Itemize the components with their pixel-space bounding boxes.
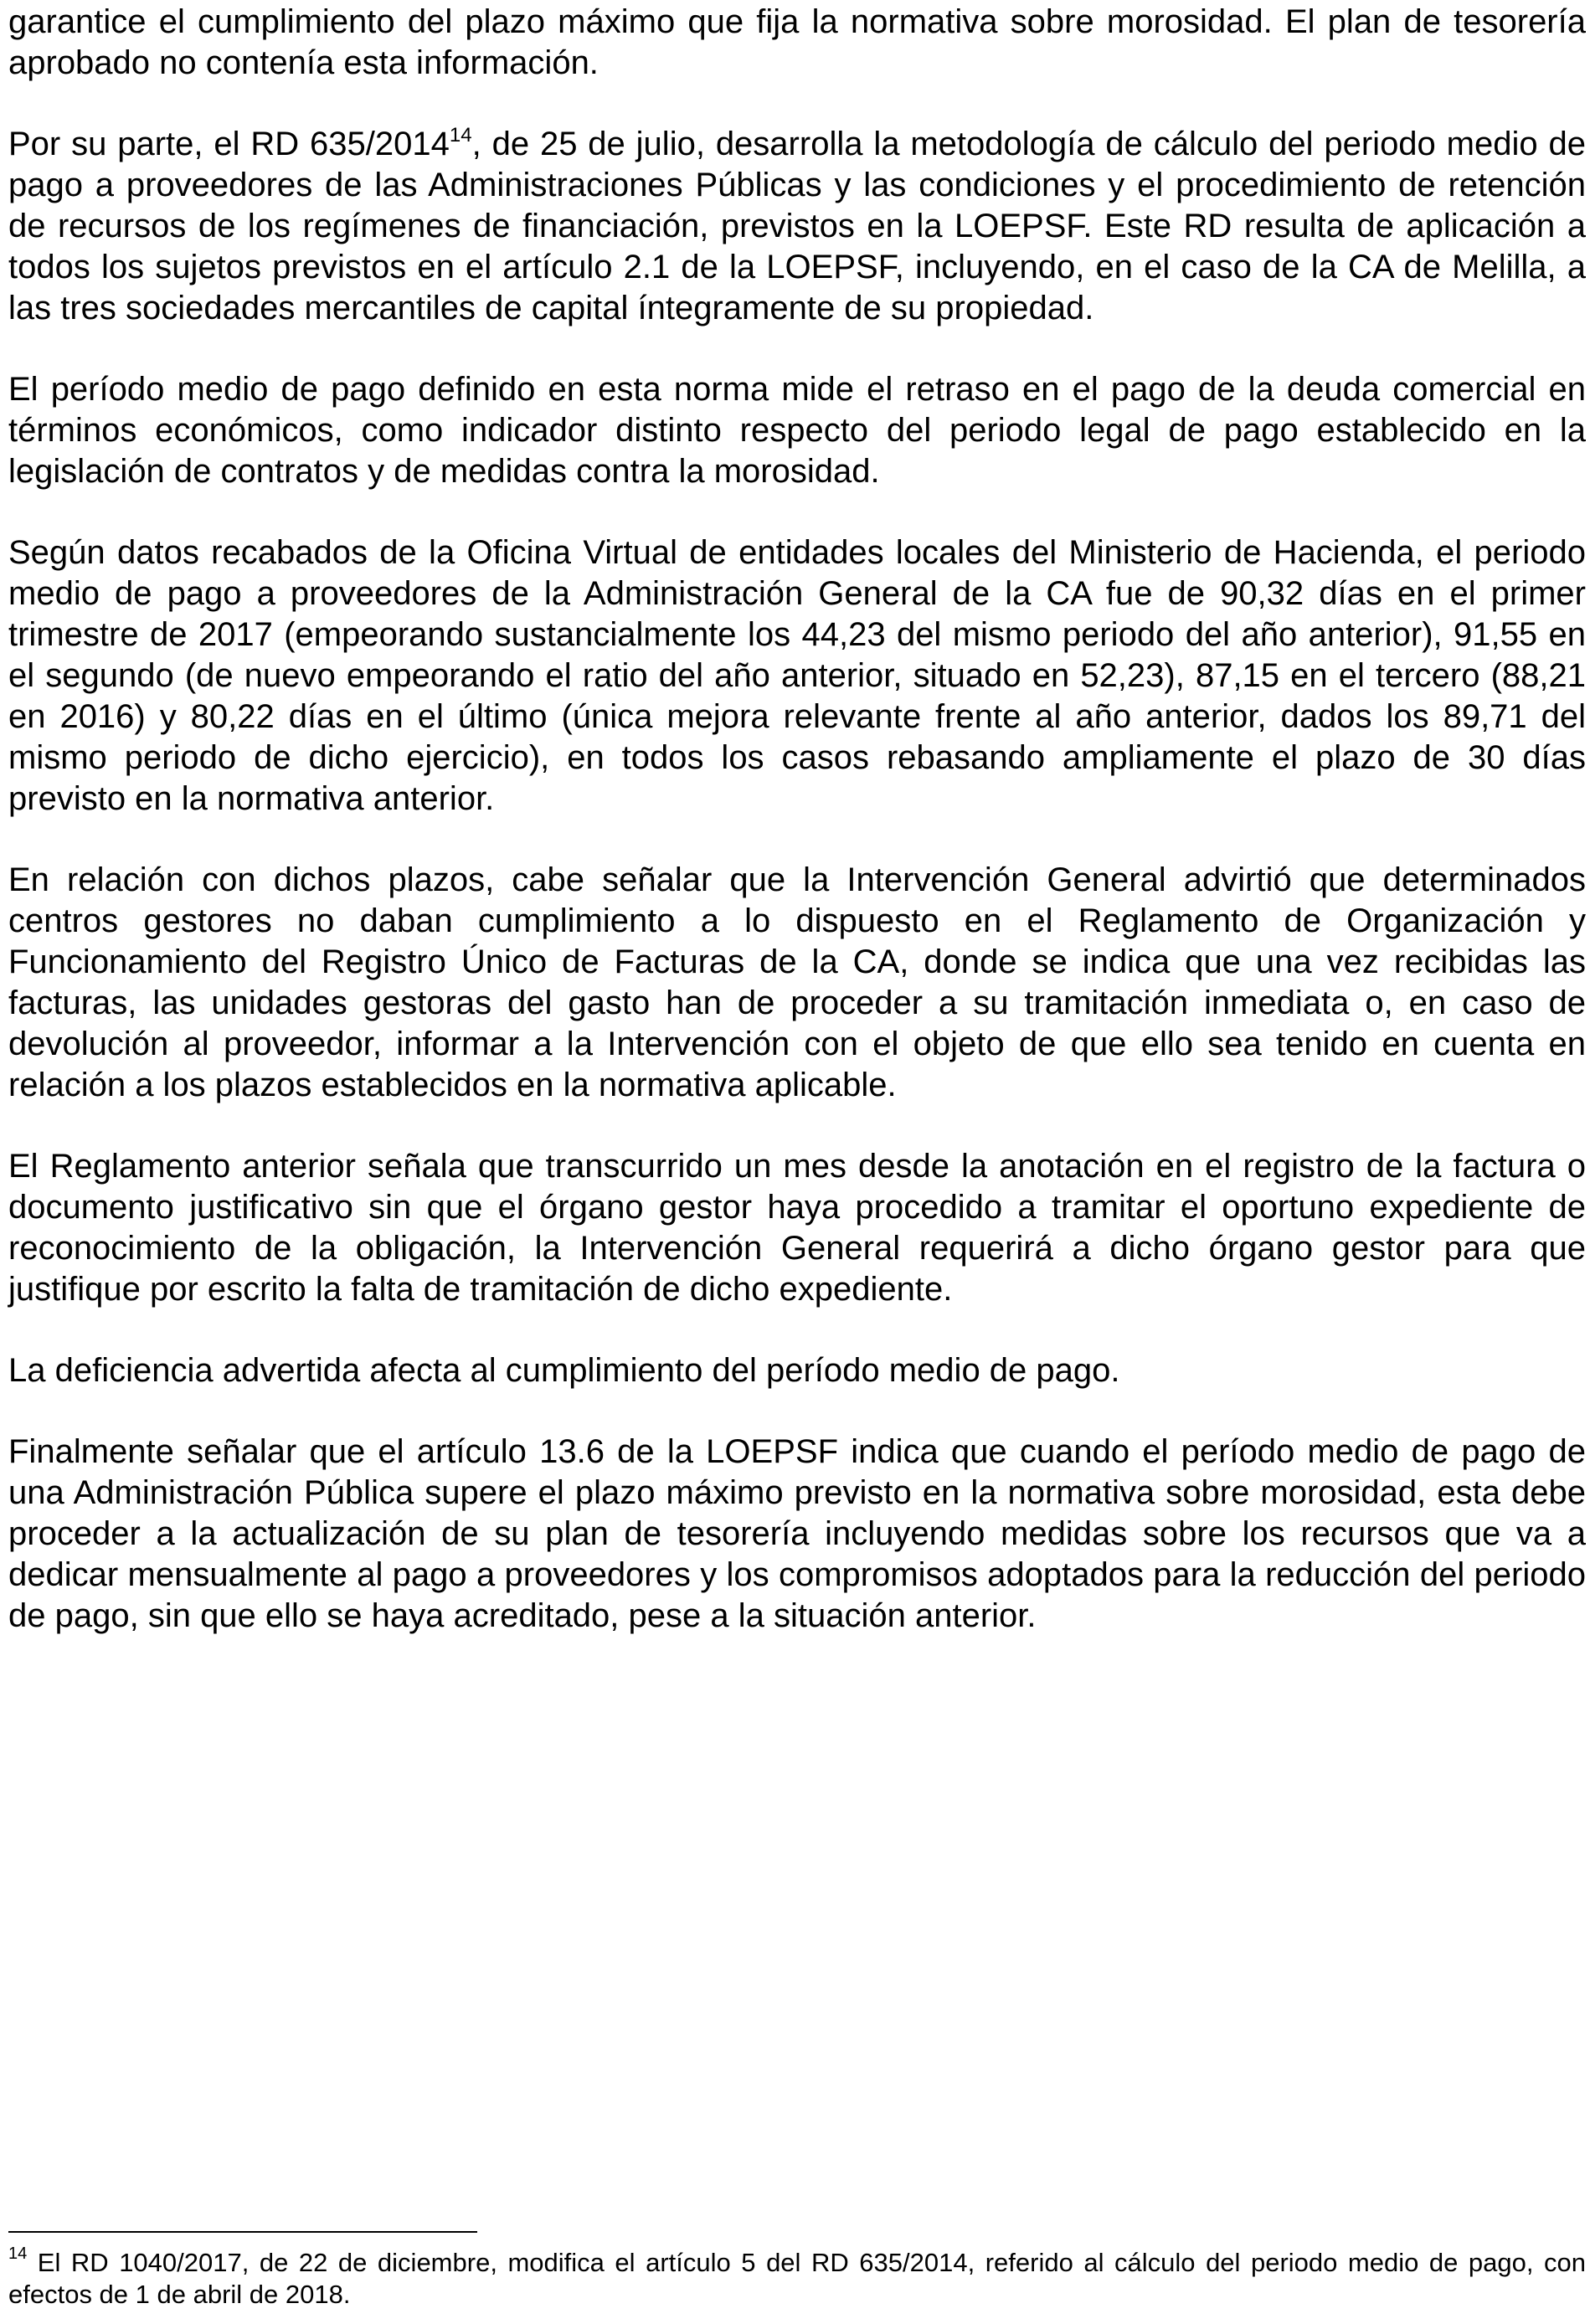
paragraph-2	[8, 124, 1586, 329]
paragraph-7	[8, 1350, 1586, 1391]
paragraph-7-text: La deficiencia advertida afecta al cumplimiento del período medio de pago.	[8, 1352, 1120, 1389]
document-body	[8, 0, 1586, 1637]
footnote-number: 14	[8, 2244, 28, 2263]
footnote-reference-14[interactable]: 14	[449, 123, 472, 147]
paragraph-8-text: Finalmente señalar que el artículo 13.6 de la LOEPSF indica que cuando el período medio de pago de una Administración Pública supere el plazo máximo previsto en la normativa sobre morosidad, esta debe proceder a la actualización de su plan de tesorería incluyendo medidas sobre los recursos que va a dedicar mensualmente al pago a proveedores y los compromisos adoptados para la reducción del periodo de pago, sin que ello se haya acreditado, pese a la situación anterior.	[8, 1433, 1586, 1634]
paragraph-3	[8, 369, 1586, 492]
paragraph-2-text-start: Por su parte, el RD 635/2014	[8, 126, 450, 162]
footnote-separator	[8, 2231, 477, 2233]
footnote-text: El RD 1040/2017, de 22 de diciembre, modifica el artículo 5 del RD 635/2014, referido al cálculo del periodo medio de pago, con efectos de 1 de abril de 2018.	[8, 2248, 1586, 2309]
paragraph-8	[8, 1432, 1586, 1637]
paragraph-1-text: garantice el cumplimiento del plazo máximo que fija la normativa sobre morosidad. El plan de tesorería aprobado no contenía esta información.	[8, 3, 1586, 81]
paragraph-2-text-end: , de 25 de julio, desarrolla la metodología de cálculo del periodo medio de pago a proveedores de las Administraciones Públicas y las condiciones y el procedimiento de retención de recursos de los regímenes de financiación, previstos en la LOEPSF. Este RD resulta de aplicación a todos los sujetos previstos en el artículo 2.1 de la LOEPSF, incluyendo, en el caso de la CA de Melilla, a las tres sociedades mercantiles de capital íntegramente de su propiedad.	[8, 126, 1586, 326]
paragraph-6	[8, 1146, 1586, 1310]
paragraph-3-text: El período medio de pago definido en esta norma mide el retraso en el pago de la deuda comercial en términos económicos, como indicador distinto respecto del periodo legal de pago establecido en la legislación de contratos y de medidas contra la morosidad.	[8, 371, 1586, 490]
paragraph-1	[8, 2, 1586, 84]
paragraph-5-text: En relación con dichos plazos, cabe señalar que la Intervención General advirtió que determinados centros gestores no daban cumplimiento a lo dispuesto en el Reglamento de Organización y Funcionamiento del Registro Único de Facturas de la CA, donde se indica que una vez recibidas las facturas, las unidades gestoras del gasto han de proceder a su tramitación inmediata o, en caso de devolución al proveedor, informar a la Intervención con el objeto de que ello sea tenido en cuenta en relación a los plazos establecidos en la normativa aplicable.	[8, 861, 1586, 1103]
paragraph-5	[8, 860, 1586, 1106]
footnote-14	[8, 2244, 1586, 2311]
paragraph-6-text: El Reglamento anterior señala que transcurrido un mes desde la anotación en el registro de la factura o documento justificativo sin que el órgano gestor haya procedido a tramitar el oportuno expediente de reconocimiento de la obligación, la Intervención General requerirá a dicho órgano gestor para que justifique por escrito la falta de tramitación de dicho expediente.	[8, 1148, 1586, 1308]
paragraph-4	[8, 532, 1586, 820]
paragraph-4-text: Según datos recabados de la Oficina Virtual de entidades locales del Ministerio de Hacienda, el periodo medio de pago a proveedores de la Administración General de la CA fue de 90,32 días en el primer trimestre de 2017 (empeorando sustancialmente los 44,23 del mismo periodo del año anterior), 91,55 en el segundo (de nuevo empeorando el ratio del año anterior, situado en 52,23), 87,15 en el tercero (88,21 en 2016) y 80,22 días en el último (única mejora relevante frente al año anterior, dados los 89,71 del mismo periodo de dicho ejercicio), en todos los casos rebasando ampliamente el plazo de 30 días previsto en la normativa anterior.	[8, 534, 1586, 817]
